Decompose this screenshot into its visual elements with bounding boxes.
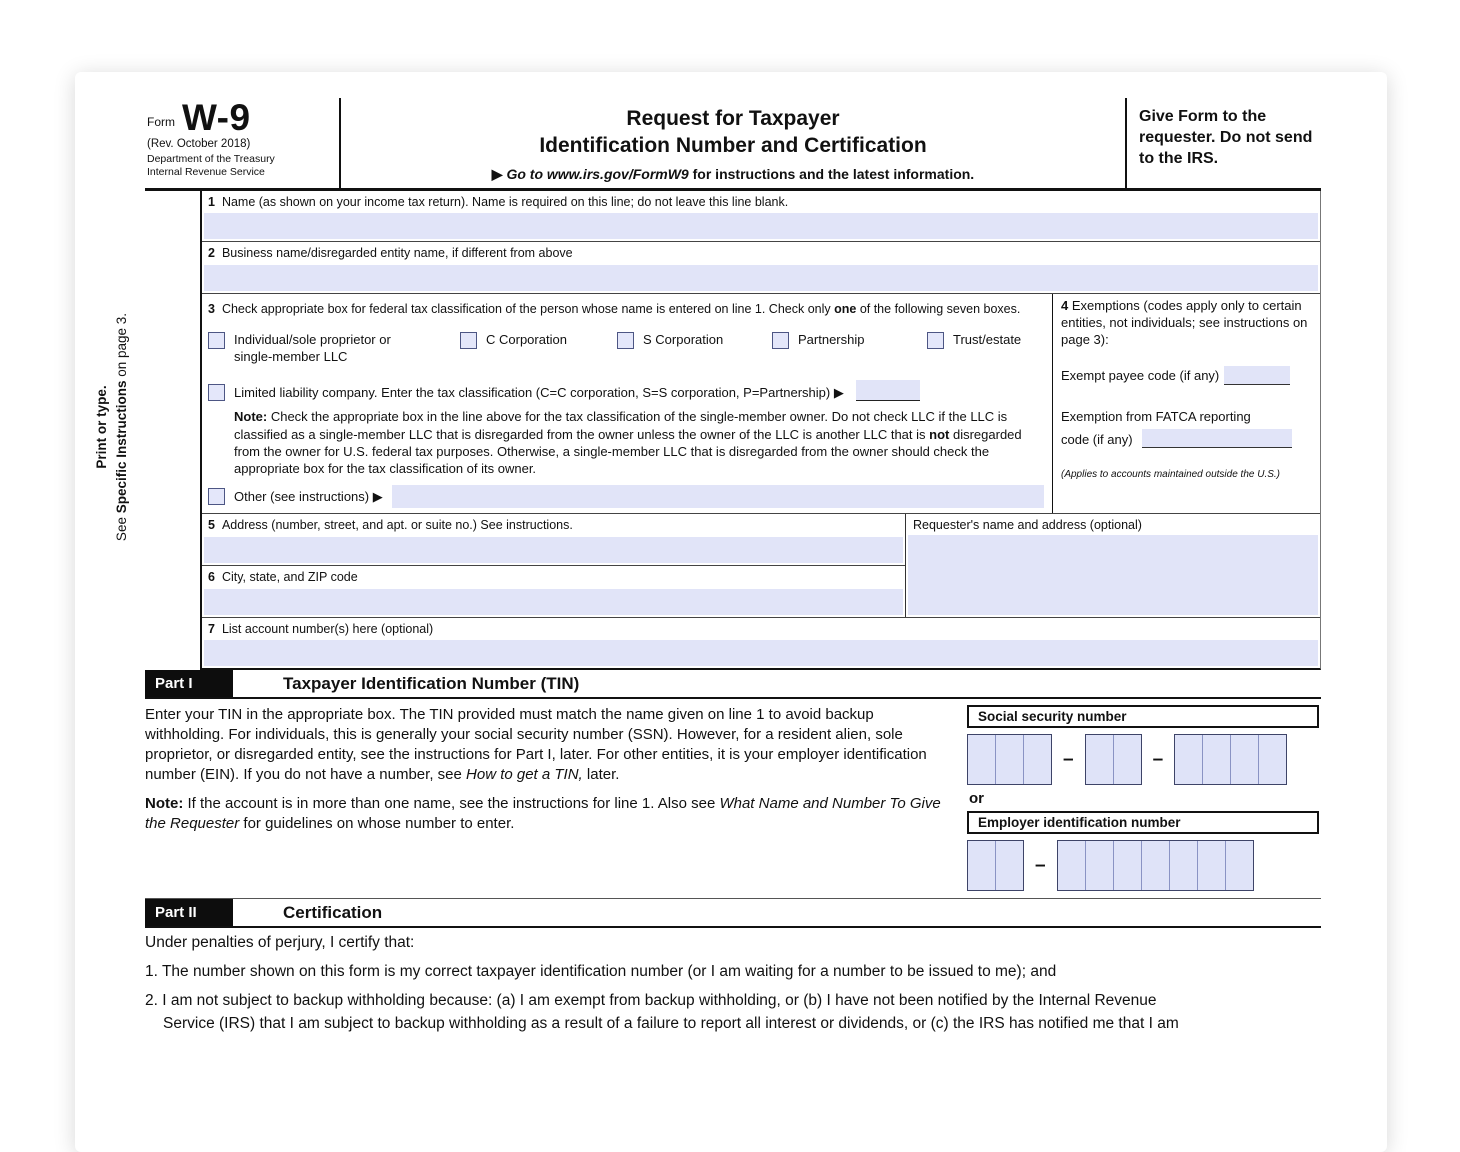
- llc-classification-input[interactable]: [856, 380, 920, 401]
- part1-note: Note: If the account is in more than one name, see the instructions for line 1. Also see What Name and Number To Give the Requester for guidelines on whose number to enter.: [145, 795, 941, 833]
- arrow-right-icon: ▶: [833, 385, 844, 401]
- line2-row: [202, 242, 1320, 294]
- line6-label: City, state, and ZIP code: [221, 570, 358, 584]
- ssn-cell[interactable]: [1024, 735, 1051, 784]
- name-input[interactable]: [204, 213, 1318, 239]
- box4-exemptions: [1052, 294, 1320, 514]
- option-trust-estate: [927, 332, 1021, 366]
- ein-group1: [967, 840, 1024, 891]
- department-line2: Internal Revenue Service: [147, 165, 265, 178]
- certification-intro: Under penalties of perjury, I certify that:: [145, 934, 415, 952]
- print-or-type-vertical-label: Print or type. See Specific Instructions on page 3.: [94, 313, 129, 542]
- arrow-right-icon: ▶: [491, 165, 507, 182]
- form-number: W-9: [182, 97, 251, 138]
- irs-url[interactable]: www.irs.gov/FormW9: [546, 165, 689, 182]
- ein-cell[interactable]: [1226, 841, 1253, 890]
- part1-header: [145, 670, 1321, 699]
- or-label: or: [969, 790, 984, 808]
- line2-label: Business name/disregarded entity name, if different from above: [221, 246, 573, 261]
- ein-cell[interactable]: [968, 841, 996, 890]
- exempt-payee-label: Exempt payee code (if any): [1061, 367, 1220, 383]
- form-title: Request for Taxpayer Identification Number and Certification: [539, 107, 927, 158]
- tin-entry-column: [957, 705, 1321, 891]
- option-s-corporation: [617, 332, 772, 366]
- option-individual-label: Individual/sole proprietor or single-member LLC: [234, 332, 391, 365]
- part2-header: [145, 898, 1321, 928]
- ein-group2: [1057, 840, 1254, 891]
- form-title-block: [339, 98, 1127, 188]
- line5-number: 5: [208, 518, 215, 533]
- box4-label: 4 Exemptions (codes apply only to certain entities, not individuals; see instructions on page 3):: [1061, 297, 1308, 347]
- line7-number: 7: [208, 621, 215, 636]
- checkbox-other[interactable]: [208, 488, 225, 505]
- ssn-group1: [967, 734, 1052, 785]
- fatca-row: [1061, 409, 1312, 449]
- ein-cell[interactable]: [1086, 841, 1114, 890]
- requester-box: [905, 514, 1320, 616]
- certification-text: [145, 933, 1321, 1035]
- ssn-group3: [1174, 734, 1287, 785]
- line3-label: Check appropriate box for federal tax classification of the person whose name is entered on line 1. Check only one of the following seven boxes.: [221, 301, 1021, 316]
- ssn-cell[interactable]: [1203, 735, 1231, 784]
- option-individual: [208, 332, 460, 366]
- line6-row: [202, 566, 905, 615]
- part2-title: Certification: [283, 902, 383, 922]
- form-word: Form: [147, 115, 175, 130]
- option-c-corporation-label: C Corporation: [486, 332, 567, 348]
- goto-instructions-line: ▶ Go to www.irs.gov/FormW9 for instructions and the latest information.: [491, 165, 975, 182]
- line7-label: List account number(s) here (optional): [221, 621, 434, 636]
- applies-note: (Applies to accounts maintained outside the U.S.): [1061, 469, 1281, 481]
- requester-label: Requester's name and address (optional): [913, 518, 1142, 533]
- checkbox-trust-estate[interactable]: [927, 332, 944, 349]
- give-form-note: Give Form to the requester. Do not send to the IRS.: [1139, 108, 1313, 167]
- account-numbers-input[interactable]: [204, 640, 1318, 666]
- fatca-label-line2: code (if any): [1061, 431, 1133, 447]
- fatca-code-input[interactable]: [1142, 429, 1292, 448]
- line3-number: 3: [208, 301, 215, 316]
- checkbox-c-corporation[interactable]: [460, 332, 477, 349]
- ein-cell[interactable]: [1198, 841, 1226, 890]
- requester-name-address-input[interactable]: [908, 535, 1318, 614]
- left-sidebar: [94, 191, 200, 671]
- line5-label: Address (number, street, and apt. or suite no.) See instructions.: [221, 518, 573, 533]
- ssn-cell[interactable]: [1086, 735, 1114, 784]
- ein-cell[interactable]: [1114, 841, 1142, 890]
- part1-badge: Part I: [145, 670, 233, 697]
- ein-cell[interactable]: [1058, 841, 1086, 890]
- line6-number: 6: [208, 570, 215, 584]
- other-classification-input[interactable]: [392, 485, 1044, 508]
- form-table: [200, 191, 1321, 671]
- ssn-cell[interactable]: [1114, 735, 1141, 784]
- ssn-group2: [1085, 734, 1142, 785]
- dash: –: [1035, 854, 1046, 876]
- ssn-label-box: Social security number: [967, 705, 1319, 728]
- line7-row: [202, 618, 1320, 667]
- line5-row: [202, 514, 905, 566]
- certification-item1: 1. The number shown on this form is my correct taxpayer identification number (or I am waiting for a number to be issued to me); and: [145, 963, 1057, 981]
- ssn-cells: [967, 734, 1321, 785]
- option-s-corporation-label: S Corporation: [643, 332, 724, 348]
- line2-number: 2: [208, 246, 215, 261]
- fatca-label-line1: Exemption from FATCA reporting: [1061, 408, 1251, 424]
- department-line1: Department of the Treasury: [147, 153, 275, 166]
- option-llc-label: Limited liability company. Enter the tax classification (C=C corporation, S=S corporation, P=Partnership) ▶: [234, 385, 844, 401]
- arrow-right-icon: ▶: [372, 488, 383, 504]
- option-c-corporation: [460, 332, 617, 366]
- checkbox-llc[interactable]: [208, 384, 225, 401]
- ssn-cell[interactable]: [1175, 735, 1203, 784]
- certification-item2-continued: Service (IRS) that I am subject to backup withholding as a result of a failure to report all interest or dividends, or (c) the IRS has notified me that I am: [163, 1015, 1179, 1033]
- ein-cell[interactable]: [1142, 841, 1170, 890]
- ssn-cell[interactable]: [1231, 735, 1259, 784]
- exempt-payee-code-input[interactable]: [1224, 366, 1290, 385]
- part1-title: Taxpayer Identification Number (TIN): [283, 673, 580, 693]
- line5-6-row: [202, 514, 1320, 617]
- part2-badge: Part II: [145, 899, 233, 926]
- dash: –: [1063, 748, 1074, 770]
- form-revision: (Rev. October 2018): [147, 138, 251, 151]
- dash: –: [1152, 748, 1164, 770]
- form-body: [94, 191, 1321, 671]
- line3-row: [202, 294, 1320, 515]
- exempt-payee-row: [1061, 366, 1312, 385]
- certification-item2: 2. I am not subject to backup withholding because: (a) I am exempt from backup withholding, or (b) I have not been notified by the Internal Revenue: [145, 992, 1157, 1010]
- line1-number: 1: [208, 194, 215, 209]
- ein-cell[interactable]: [1170, 841, 1198, 890]
- ein-cells: [967, 840, 1321, 891]
- ein-cell[interactable]: [996, 841, 1023, 890]
- ssn-cell[interactable]: [968, 735, 996, 784]
- line1-row: [202, 191, 1320, 243]
- address-input[interactable]: [204, 537, 903, 563]
- checkbox-partnership[interactable]: [772, 332, 789, 349]
- address-column: [202, 514, 905, 616]
- ein-label-box: Employer identification number: [967, 811, 1319, 834]
- checkbox-s-corporation[interactable]: [617, 332, 634, 349]
- part1-instructions: [145, 705, 957, 891]
- part1-paragraph: Enter your TIN in the appropriate box. The TIN provided must match the name given on line 1 to avoid backup withholding. For individuals, this is generally your social security number (SSN). However, for a resident alien, sole proprietor, or disregarded entity, see the instructions for Part I, later. For other entities, it is your employer identification number (EIN). If you do not have a number, see How to get a TIN, later.: [145, 706, 927, 783]
- city-state-zip-input[interactable]: [204, 589, 903, 615]
- form-header: [145, 98, 1321, 191]
- line3-left: [202, 294, 1052, 514]
- line1-label: Name (as shown on your income tax return). Name is required on this line; do not leave this line blank.: [221, 194, 789, 209]
- option-other-label: Other (see instructions) ▶: [234, 488, 383, 504]
- option-llc: [208, 380, 1052, 401]
- ssn-cell[interactable]: [1259, 735, 1286, 784]
- business-name-input[interactable]: [204, 265, 1318, 291]
- w9-form: [94, 97, 1321, 1035]
- option-partnership: [772, 332, 927, 366]
- option-trust-estate-label: Trust/estate: [953, 332, 1022, 348]
- form-id-block: [145, 98, 339, 188]
- tax-classification-options: [208, 332, 1052, 366]
- option-partnership-label: Partnership: [798, 332, 865, 348]
- w9-form-page: [75, 72, 1387, 1152]
- part1-body: [145, 705, 1321, 891]
- checkbox-individual[interactable]: [208, 332, 225, 349]
- option-other: [208, 485, 1052, 508]
- llc-note: Note: Check the appropriate box in the line above for the tax classification of the single-member owner. Do not check LLC if the LLC is classified as a single-member LLC that is disregarded from the owner unless the owner of the LLC is another LLC that is not disregarded from the owner for U.S. federal tax purposes. Otherwise, a single-member LLC that is disregarded from the owner should check the appropriate box for the tax classification of its owner.: [234, 409, 1022, 477]
- ssn-cell[interactable]: [996, 735, 1024, 784]
